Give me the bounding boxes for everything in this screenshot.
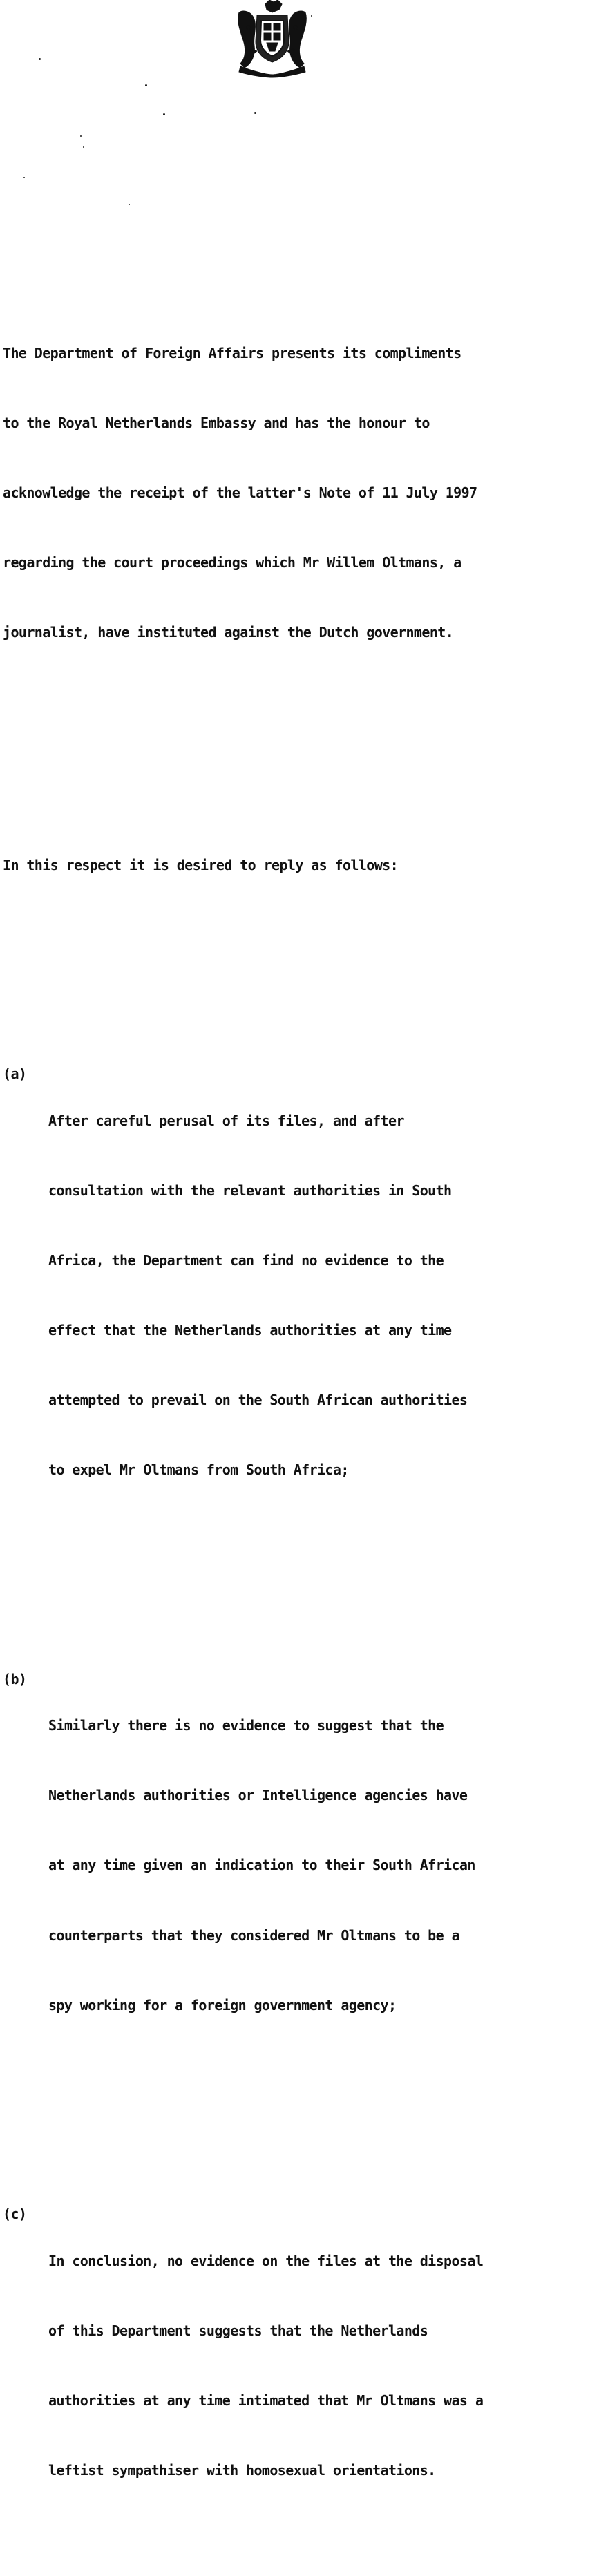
item-line: effect that the Netherlands authorities at any time <box>48 1321 452 1338</box>
paragraph-line: The Department of Foreign Affairs presents its compliments <box>3 344 461 361</box>
scan-speck <box>39 58 41 60</box>
item-line: to expel Mr Oltmans from South Africa; <box>48 1461 349 1479</box>
item-line: Similarly there is no evidence to suggest that the <box>48 1717 444 1734</box>
scan-speck <box>129 204 130 205</box>
item-line: counterparts that they considered Mr Oltmans to be a <box>48 1926 459 1944</box>
paragraph-reply <box>3 807 587 924</box>
coat-of-arms-icon <box>234 0 311 76</box>
item-line: spy working for a foreign government agency; <box>48 1996 397 2014</box>
item-line: In conclusion, no evidence on the files at the disposal <box>48 2252 484 2269</box>
scan-speck <box>83 146 84 148</box>
list-item-a <box>3 1063 587 1528</box>
paragraph-line: In this respect it is desired to reply as follows: <box>3 856 399 873</box>
paragraph-line: regarding the court proceedings which Mr Willem Oltmans, a <box>3 554 461 571</box>
paragraph-line: to the Royal Netherlands Embassy and has the honour to <box>3 414 430 431</box>
item-line: consultation with the relevant authorities in South <box>48 1182 452 1199</box>
scan-speck <box>80 135 82 137</box>
scan-speck <box>145 84 147 86</box>
scan-speck <box>163 113 165 115</box>
item-line: Netherlands authorities or Intelligence agencies have <box>48 1787 468 1804</box>
letter-body <box>3 249 587 2576</box>
item-line: leftist sympathiser with homosexual orientations. <box>48 2461 436 2479</box>
item-line: After careful perusal of its files, and after <box>48 1112 404 1129</box>
paragraph-intro <box>3 295 587 691</box>
item-marker: (a) <box>3 1066 27 1083</box>
paragraph-line: acknowledge the receipt of the latter's Note of 11 July 1997 <box>3 484 477 502</box>
item-line: Africa, the Department can find no evidence to the <box>48 1251 444 1269</box>
scan-speck <box>23 177 25 178</box>
item-line: attempted to prevail on the South African authorities <box>48 1392 468 1409</box>
paragraph-line: journalist, have instituted against the Dutch government. <box>3 624 454 641</box>
item-marker: (c) <box>3 2206 27 2223</box>
list-item-b <box>3 1668 587 2064</box>
scan-speck <box>254 112 256 114</box>
item-line: of this Department suggests that the Netherlands <box>48 2322 428 2339</box>
item-line: at any time given an indication to their South African <box>48 1857 475 1874</box>
list-item-c <box>3 2203 587 2529</box>
scan-speck <box>311 15 312 17</box>
item-marker: (b) <box>3 1670 27 1687</box>
item-line: authorities at any time intimated that Mr Oltmans was a <box>48 2392 484 2409</box>
